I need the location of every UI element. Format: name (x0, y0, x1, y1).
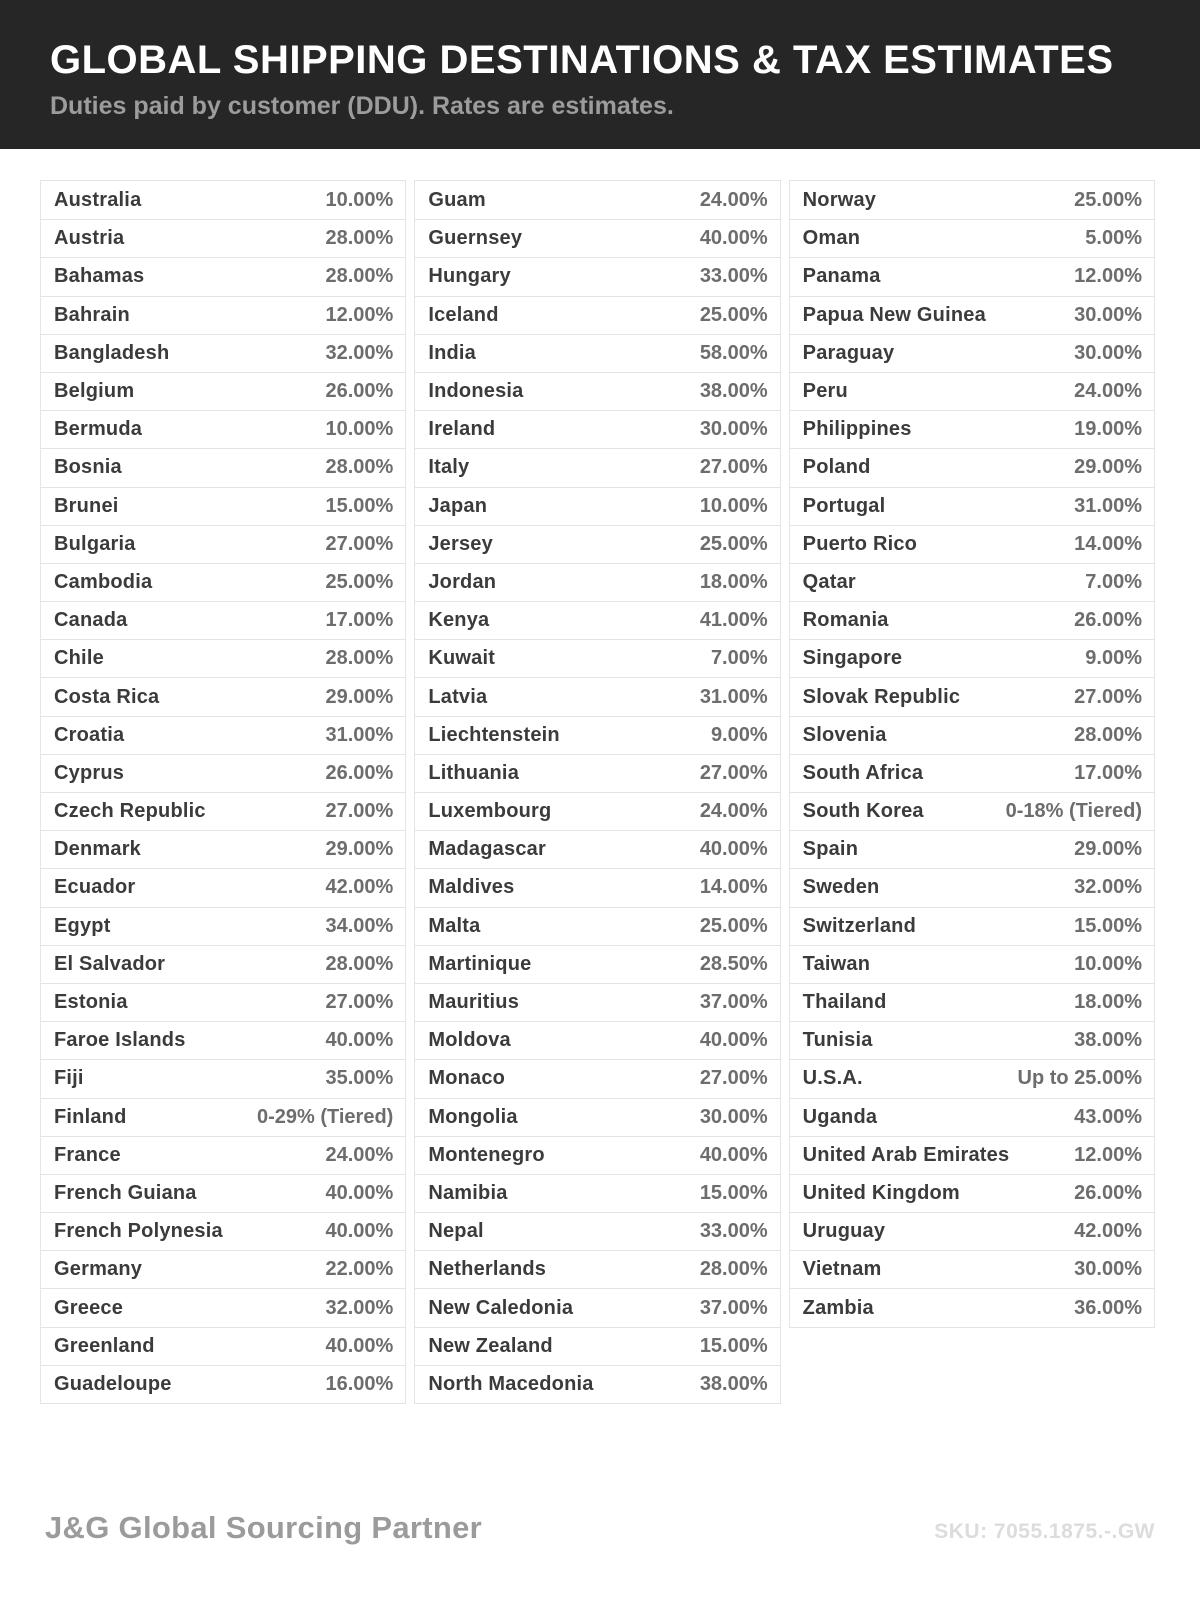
tax-rate: 15.00% (699, 1181, 768, 1204)
country-name: Estonia (54, 991, 128, 1014)
page-subtitle: Duties paid by customer (DDU). Rates are estimates. (50, 92, 674, 120)
table-row (41, 1288, 405, 1326)
tax-rate: 37.00% (699, 991, 768, 1014)
tax-rate: 34.00% (325, 914, 394, 937)
country-name: Montenegro (428, 1143, 545, 1166)
table-row (41, 983, 405, 1021)
country-name: Slovenia (802, 723, 887, 746)
country-name: Germany (54, 1258, 143, 1281)
country-name: Spain (802, 838, 859, 861)
table-row (41, 181, 405, 219)
country-name: Ireland (428, 418, 496, 441)
table-row (41, 525, 405, 563)
country-name: Guernsey (428, 227, 523, 250)
tax-rate: 58.00% (699, 341, 768, 364)
country-name: Cambodia (54, 570, 153, 593)
table-row (790, 677, 1154, 715)
table-column-3 (789, 180, 1155, 1328)
country-name: Greece (54, 1296, 124, 1319)
country-name: Italy (428, 456, 470, 479)
tax-rate: 30.00% (1074, 303, 1142, 326)
country-name: Denmark (54, 838, 141, 861)
table-row (41, 563, 405, 601)
table-row (790, 792, 1154, 830)
country-name: Nepal (428, 1220, 484, 1243)
tax-rate: 30.00% (1074, 341, 1142, 364)
country-name: Latvia (428, 685, 488, 708)
tax-rate: 30.00% (699, 1105, 768, 1128)
country-name: Bangladesh (54, 341, 170, 364)
country-name: Panama (802, 265, 881, 288)
tax-rate: 22.00% (325, 1258, 394, 1281)
tax-rate: 43.00% (1074, 1105, 1142, 1128)
table-row (415, 1174, 779, 1212)
tax-rate: 25.00% (699, 303, 768, 326)
country-name: North Macedonia (428, 1372, 594, 1395)
table-row (790, 563, 1154, 601)
tax-rate: 10.00% (325, 188, 394, 211)
table-row (790, 754, 1154, 792)
tax-rate: 32.00% (325, 1296, 394, 1319)
country-name: Guam (428, 188, 486, 211)
tax-rate: 37.00% (699, 1296, 768, 1319)
tax-rate: 14.00% (1074, 532, 1142, 555)
table-row (41, 1250, 405, 1288)
tax-rate: 30.00% (1074, 1258, 1142, 1281)
table-row (415, 410, 779, 448)
tax-rate: 35.00% (325, 1067, 394, 1090)
tax-rate: 29.00% (325, 838, 394, 861)
country-name: Malta (428, 914, 481, 937)
country-name: Martinique (428, 952, 532, 975)
table-row (790, 1021, 1154, 1059)
tax-rate: 28.00% (325, 456, 394, 479)
tax-rate: 40.00% (325, 1181, 394, 1204)
country-name: Lithuania (428, 761, 520, 784)
table-row (790, 372, 1154, 410)
tax-rate: 10.00% (325, 418, 394, 441)
tax-rate: 9.00% (1085, 647, 1142, 670)
country-name: Norway (802, 188, 877, 211)
country-name: Jersey (428, 532, 493, 555)
country-name: Qatar (802, 570, 856, 593)
country-name: Mauritius (428, 991, 520, 1014)
table-row (415, 601, 779, 639)
country-name: United Kingdom (802, 1181, 960, 1204)
table-column-1 (40, 180, 406, 1404)
tax-rate: 24.00% (325, 1143, 394, 1166)
country-name: Slovak Republic (802, 685, 961, 708)
table-row (415, 754, 779, 792)
country-name: Bahamas (54, 265, 145, 288)
country-name: India (428, 341, 476, 364)
table-row (41, 1365, 405, 1403)
table-row (415, 1327, 779, 1365)
country-name: Cyprus (54, 761, 125, 784)
country-name: Namibia (428, 1181, 508, 1204)
tax-rate: 32.00% (1074, 876, 1142, 899)
table-row (415, 1212, 779, 1250)
table-row (790, 1136, 1154, 1174)
country-name: Japan (428, 494, 488, 517)
tax-rate: 27.00% (699, 1067, 768, 1090)
table-row (415, 257, 779, 295)
table-row (415, 1021, 779, 1059)
table-row (41, 1136, 405, 1174)
country-name: Paraguay (802, 341, 895, 364)
table-row (790, 601, 1154, 639)
country-name: Fiji (54, 1067, 84, 1090)
country-name: French Polynesia (54, 1220, 223, 1243)
table-row (790, 334, 1154, 372)
table-row (41, 487, 405, 525)
table-row (415, 1365, 779, 1403)
table-column-2 (414, 180, 780, 1404)
country-name: Mongolia (428, 1105, 518, 1128)
tax-rate: 5.00% (1085, 227, 1142, 250)
table-row (41, 219, 405, 257)
country-name: Bosnia (54, 456, 122, 479)
country-name: Papua New Guinea (802, 303, 986, 326)
tax-rate: 27.00% (325, 800, 394, 823)
table-row (790, 181, 1154, 219)
table-row (790, 219, 1154, 257)
tax-rate: 16.00% (325, 1372, 394, 1395)
country-name: Costa Rica (54, 685, 160, 708)
country-name: Ecuador (54, 876, 136, 899)
country-name: Zambia (802, 1296, 874, 1319)
tax-rate: 15.00% (325, 494, 394, 517)
table-row (41, 1327, 405, 1365)
tax-rate: 28.00% (325, 265, 394, 288)
country-name: Taiwan (802, 952, 871, 975)
country-name: Sweden (802, 876, 880, 899)
country-name: Chile (54, 647, 104, 670)
tax-rate: 32.00% (325, 341, 394, 364)
table-row (790, 1098, 1154, 1136)
table-row (790, 945, 1154, 983)
country-name: Finland (54, 1105, 127, 1128)
tax-rate: 26.00% (325, 761, 394, 784)
country-name: El Salvador (54, 952, 166, 975)
tax-rate: 0-29% (Tiered) (256, 1105, 394, 1128)
country-name: Iceland (428, 303, 499, 326)
tax-rate: 15.00% (699, 1334, 768, 1357)
country-name: Portugal (802, 494, 886, 517)
country-name: Singapore (802, 647, 903, 670)
country-name: Switzerland (802, 914, 916, 937)
table-row (415, 448, 779, 486)
tax-rate: 40.00% (699, 1143, 768, 1166)
table-row (41, 257, 405, 295)
table-row (415, 563, 779, 601)
tax-rate: 12.00% (325, 303, 394, 326)
tax-rate: 26.00% (1074, 609, 1142, 632)
tax-rate: 38.00% (699, 380, 768, 403)
tax-rate: 33.00% (699, 1220, 768, 1243)
tax-rate-table (40, 180, 1155, 1404)
table-row (790, 639, 1154, 677)
tax-rate: 24.00% (699, 800, 768, 823)
tax-rate: 28.50% (699, 952, 768, 975)
country-name: Uganda (802, 1105, 878, 1128)
table-row (41, 1174, 405, 1212)
country-name: Thailand (802, 991, 887, 1014)
country-name: Monaco (428, 1067, 506, 1090)
page-header (0, 0, 1200, 149)
table-row (41, 372, 405, 410)
country-name: New Zealand (428, 1334, 553, 1357)
tax-rate: 25.00% (1074, 188, 1142, 211)
tax-rate: 10.00% (1074, 952, 1142, 975)
table-row (415, 1250, 779, 1288)
country-name: Faroe Islands (54, 1029, 186, 1052)
country-name: Czech Republic (54, 800, 206, 823)
tax-rate: Up to 25.00% (1017, 1067, 1142, 1090)
country-name: Bulgaria (54, 532, 136, 555)
tax-rate: 40.00% (325, 1220, 394, 1243)
tax-rate: 26.00% (325, 380, 394, 403)
table-row (790, 1212, 1154, 1250)
tax-rate: 27.00% (1074, 685, 1142, 708)
tax-rate: 38.00% (699, 1372, 768, 1395)
tax-rate: 30.00% (699, 418, 768, 441)
tax-rate: 17.00% (325, 609, 394, 632)
table-row (790, 1174, 1154, 1212)
tax-rate: 25.00% (325, 570, 394, 593)
table-row (790, 907, 1154, 945)
tax-rate: 41.00% (699, 609, 768, 632)
tax-rate: 17.00% (1074, 761, 1142, 784)
table-row (790, 257, 1154, 295)
table-row (41, 639, 405, 677)
country-name: Bermuda (54, 418, 143, 441)
table-row (790, 716, 1154, 754)
country-name: Brunei (54, 494, 119, 517)
table-row (790, 868, 1154, 906)
table-row (790, 1288, 1154, 1326)
tax-rate: 29.00% (325, 685, 394, 708)
table-row (415, 1059, 779, 1097)
country-name: Canada (54, 609, 128, 632)
table-row (41, 792, 405, 830)
table-row (41, 334, 405, 372)
tax-rate: 27.00% (699, 456, 768, 479)
country-name: South Korea (802, 800, 924, 823)
tax-rate: 31.00% (699, 685, 768, 708)
tax-rate: 40.00% (325, 1334, 394, 1357)
country-name: Uruguay (802, 1220, 886, 1243)
table-row (415, 830, 779, 868)
table-row (790, 830, 1154, 868)
tax-rate: 14.00% (699, 876, 768, 899)
tax-rate: 26.00% (1074, 1181, 1142, 1204)
table-row (415, 983, 779, 1021)
table-row (415, 907, 779, 945)
country-name: Oman (802, 227, 861, 250)
tax-rate: 42.00% (1074, 1220, 1142, 1243)
tax-rate: 27.00% (325, 991, 394, 1014)
tax-rate: 25.00% (699, 532, 768, 555)
tax-rate: 40.00% (699, 227, 768, 250)
table-row (415, 716, 779, 754)
table-row (790, 410, 1154, 448)
country-name: South Africa (802, 761, 924, 784)
table-row (415, 372, 779, 410)
table-row (415, 1136, 779, 1174)
table-row (790, 1250, 1154, 1288)
table-row (41, 830, 405, 868)
tax-rate: 31.00% (325, 723, 394, 746)
tax-rate: 28.00% (1074, 723, 1142, 746)
country-name: Croatia (54, 723, 125, 746)
tax-rate: 28.00% (325, 647, 394, 670)
tax-rate: 7.00% (1085, 570, 1142, 593)
country-name: U.S.A. (802, 1067, 863, 1090)
tax-rate: 28.00% (699, 1258, 768, 1281)
country-name: Kuwait (428, 647, 496, 670)
brand-name: J&G Global Sourcing Partner (45, 1510, 483, 1545)
table-row (415, 334, 779, 372)
country-name: Bahrain (54, 303, 130, 326)
table-row (415, 677, 779, 715)
table-row (790, 983, 1154, 1021)
table-row (41, 1098, 405, 1136)
tax-rate: 38.00% (1074, 1029, 1142, 1052)
page-title: GLOBAL SHIPPING DESTINATIONS & TAX ESTIMATES (50, 38, 1114, 82)
tax-rate: 9.00% (710, 723, 768, 746)
tax-rate: 12.00% (1074, 265, 1142, 288)
sku-label: SKU: 7055.1875.-.GW (934, 1520, 1155, 1543)
table-row (41, 601, 405, 639)
table-row (41, 1212, 405, 1250)
table-row (41, 754, 405, 792)
table-row (41, 868, 405, 906)
tax-rate: 10.00% (699, 494, 768, 517)
table-row (415, 1288, 779, 1326)
tax-rate: 31.00% (1074, 494, 1142, 517)
tax-rate: 42.00% (325, 876, 394, 899)
country-name: Puerto Rico (802, 532, 918, 555)
tax-rate: 29.00% (1074, 838, 1142, 861)
table-row (415, 945, 779, 983)
country-name: Madagascar (428, 838, 546, 861)
table-row (41, 1059, 405, 1097)
tax-rate: 27.00% (699, 761, 768, 784)
table-row (41, 448, 405, 486)
country-name: New Caledonia (428, 1296, 574, 1319)
country-name: Romania (802, 609, 889, 632)
tax-rate: 33.00% (699, 265, 768, 288)
country-name: Luxembourg (428, 800, 552, 823)
tax-rate: 28.00% (325, 952, 394, 975)
country-name: Maldives (428, 876, 515, 899)
country-name: Indonesia (428, 380, 524, 403)
country-name: Australia (54, 188, 142, 211)
table-row (415, 639, 779, 677)
table-row (41, 1021, 405, 1059)
country-name: Egypt (54, 914, 111, 937)
country-name: Belgium (54, 380, 135, 403)
table-row (41, 677, 405, 715)
country-name: Greenland (54, 1334, 155, 1357)
country-name: Hungary (428, 265, 511, 288)
country-name: United Arab Emirates (802, 1143, 1010, 1166)
tax-rate: 19.00% (1074, 418, 1142, 441)
tax-rate: 7.00% (710, 647, 768, 670)
country-name: Philippines (802, 418, 912, 441)
table-row (41, 410, 405, 448)
tax-rate: 27.00% (325, 532, 394, 555)
table-row (790, 448, 1154, 486)
table-row (790, 487, 1154, 525)
country-name: Jordan (428, 570, 497, 593)
country-name: Liechtenstein (428, 723, 560, 746)
tax-rate: 15.00% (1074, 914, 1142, 937)
table-row (41, 716, 405, 754)
table-row (415, 525, 779, 563)
country-name: Moldova (428, 1029, 511, 1052)
table-row (415, 296, 779, 334)
tax-rate: 24.00% (699, 188, 768, 211)
table-row (415, 792, 779, 830)
table-row (41, 907, 405, 945)
tax-rate: 29.00% (1074, 456, 1142, 479)
tax-rate: 36.00% (1074, 1296, 1142, 1319)
tax-rate: 40.00% (325, 1029, 394, 1052)
country-name: Poland (802, 456, 871, 479)
country-name: French Guiana (54, 1181, 197, 1204)
tax-rate: 18.00% (699, 570, 768, 593)
tax-rate: 28.00% (325, 227, 394, 250)
tax-rate: 40.00% (699, 838, 768, 861)
tax-rate: 18.00% (1074, 991, 1142, 1014)
table-row (41, 296, 405, 334)
country-name: Guadeloupe (54, 1372, 172, 1395)
country-name: Austria (54, 227, 125, 250)
tax-rate: 12.00% (1074, 1143, 1142, 1166)
country-name: Netherlands (428, 1258, 547, 1281)
tax-rate: 24.00% (1074, 380, 1142, 403)
country-name: Peru (802, 380, 848, 403)
country-name: France (54, 1143, 121, 1166)
country-name: Kenya (428, 609, 490, 632)
country-name: Vietnam (802, 1258, 882, 1281)
tax-rate: 40.00% (699, 1029, 768, 1052)
table-row (790, 296, 1154, 334)
table-row (790, 1059, 1154, 1097)
table-row (415, 868, 779, 906)
page-footer (45, 1510, 1155, 1546)
table-row (415, 487, 779, 525)
table-row (790, 525, 1154, 563)
table-row (41, 945, 405, 983)
country-name: Tunisia (802, 1029, 873, 1052)
tax-rate: 0-18% (Tiered) (1005, 800, 1142, 823)
table-row (415, 219, 779, 257)
tax-rate: 25.00% (699, 914, 768, 937)
table-row (415, 181, 779, 219)
table-row (415, 1098, 779, 1136)
